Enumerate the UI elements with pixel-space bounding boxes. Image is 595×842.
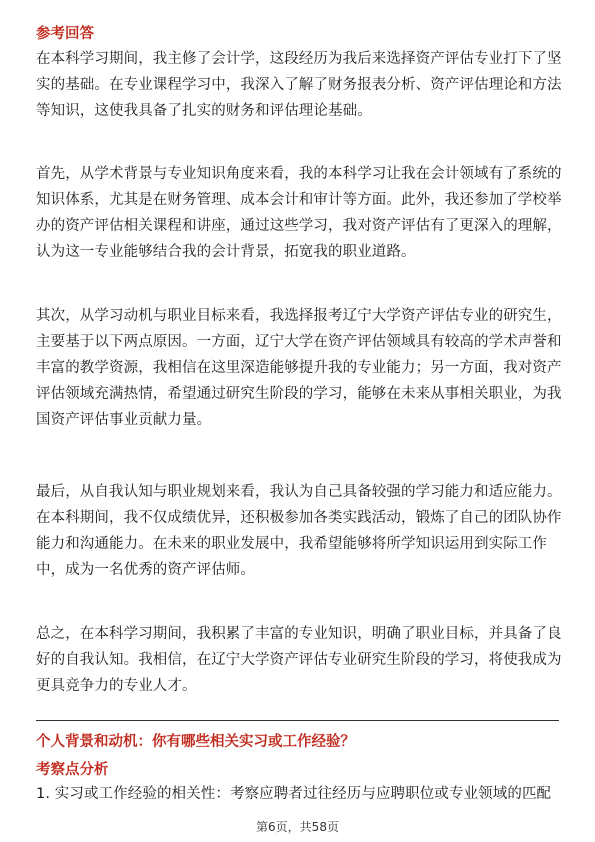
- paragraph-line: 评估领域充满热情，希望通过研究生阶段的学习，能够在未来从事相关职业，为我: [36, 386, 562, 402]
- section-divider: [36, 720, 559, 721]
- paragraph-line: 在本科期间，我不仅成绩优异，还积极参加各类实践活动，锻炼了自己的团队协作: [36, 510, 562, 526]
- paragraph-line: 丰富的教学资源，我相信在这里深造能够提升我的专业能力；另一方面，我对资产: [36, 360, 562, 376]
- analysis-point-1: [36, 781, 560, 807]
- answer-paragraph-4: [36, 479, 560, 583]
- paragraph-line: 首先，从学术背景与专业知识角度来看，我的本科学习让我在会计领域有了系统的: [36, 166, 562, 182]
- paragraph-line: 办的资产评估相关课程和讲座，通过这些学习，我对资产评估有了更深入的理解，: [36, 218, 562, 234]
- paragraph-line: 最后，从自我认知与职业规划来看，我认为自己具备较强的学习能力和适应能力。: [36, 484, 562, 500]
- paragraph-line: 知识体系，尤其是在财务管理、成本会计和审计等方面。此外，我还参加了学校举: [36, 192, 562, 208]
- paragraph-line: 主要基于以下两点原因。一方面，辽宁大学在资产评估领域具有较高的学术声誉和: [36, 334, 562, 350]
- paragraph-line: 等知识，这使我具备了扎实的财务和评估理论基础。: [36, 103, 372, 119]
- analysis-point-text: 1. 实习或工作经验的相关性：考察应聘者过往经历与应聘职位或专业领域的匹配: [36, 786, 552, 802]
- paragraph-line: 中，成为一名优秀的资产评估师。: [36, 562, 255, 578]
- paragraph-line: 认为这一专业能够结合我的会计背景，拓宽我的职业道路。: [36, 244, 416, 260]
- paragraph-line: 好的自我认知。我相信，在辽宁大学资产评估专业研究生阶段的学习，将使我成为: [36, 652, 562, 668]
- paragraph-line: 国资产评估事业贡献力量。: [36, 412, 212, 428]
- analysis-heading: 考察点分析: [36, 762, 109, 778]
- answer-heading: 参考回答: [36, 26, 94, 42]
- page-number: 第6页，共58页: [256, 820, 339, 834]
- answer-paragraph-5: [36, 621, 560, 699]
- answer-paragraph-3: [36, 303, 560, 433]
- paragraph-line: 能力和沟通能力。在未来的职业发展中，我希望能够将所学知识运用到实际工作: [36, 536, 547, 552]
- paragraph-line: 实的基础。在专业课程学习中，我深入了解了财务报表分析、资产评估理论和方法: [36, 77, 562, 93]
- answer-paragraph-2: [36, 161, 560, 265]
- paragraph-line: 总之，在本科学习期间，我积累了丰富的专业知识，明确了职业目标，并具备了良: [36, 626, 562, 642]
- paragraph-line: 其次，从学习动机与职业目标来看，我选择报考辽宁大学资产评估专业的研究生，: [36, 308, 562, 324]
- paragraph-line: 更具竞争力的专业人才。: [36, 678, 197, 694]
- question-title: 个人背景和动机：你有哪些相关实习或工作经验？: [36, 734, 355, 750]
- paragraph-line: 在本科学习期间，我主修了会计学，这段经历为我后来选择资产评估专业打下了坚: [36, 51, 562, 67]
- answer-paragraph-1: [36, 46, 560, 124]
